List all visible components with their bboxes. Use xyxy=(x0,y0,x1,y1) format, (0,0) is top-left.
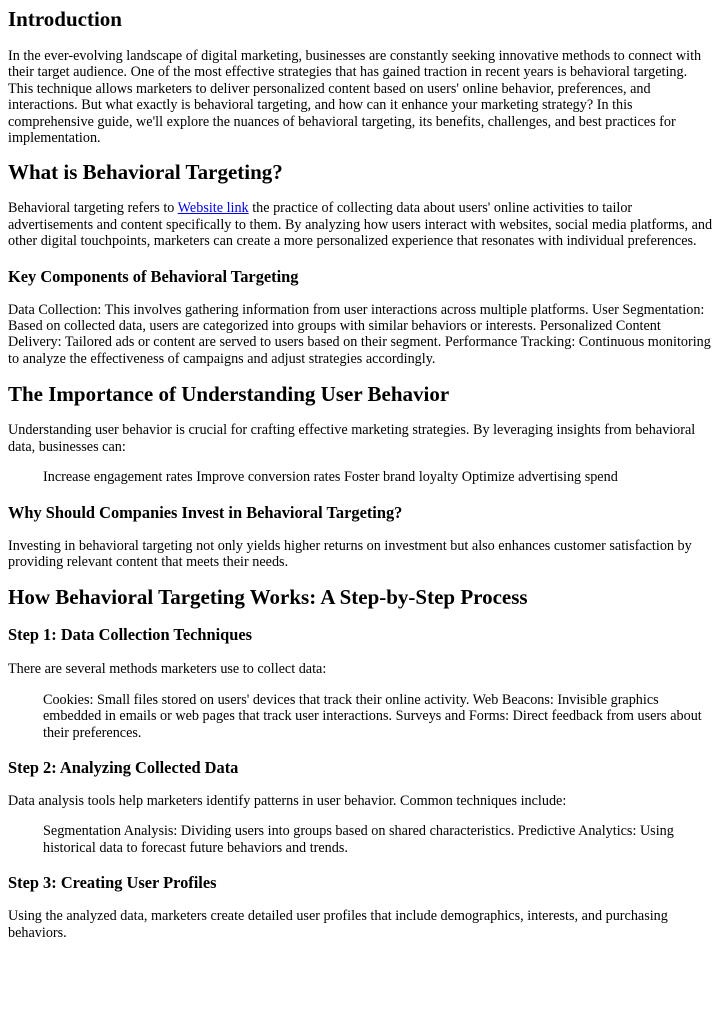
paragraph-introduction: In the ever-evolving landscape of digital marketing, businesses are constantly seeking innovative methods to connect with their target audience. One of the most effective strategies that has gained traction in recent years is behavioral targeting. This technique allows marketers to deliver personalized content based on users' online behavior, preferences, and interactions. But what exactly is behavioral targeting, and how can it enhance your marketing strategy? In this comprehensive guide, we'll explore the nuances of behavioral targeting, its benefits, challenges, and best practices for implementation. xyxy=(8,48,702,147)
paragraph-why-invest: Investing in behavioral targeting not only yields higher returns on investment but also enhances customer satisfaction by providing relevant content that meets their needs. xyxy=(8,537,692,570)
heading-step-2: Step 2: Analyzing Collected Data xyxy=(8,757,239,777)
website-link[interactable]: Website link xyxy=(177,200,249,217)
article xyxy=(0,7,720,941)
paragraph-step-2: Data analysis tools help marketers identify patterns in user behavior. Common techniques include: xyxy=(8,792,567,809)
quote-step-2-techniques: Segmentation Analysis: Dividing users into groups based on shared characteristics. Predictive Analytics: Using historical data to forecast future behaviors and trends. xyxy=(43,823,674,856)
heading-step-3: Step 3: Creating User Profiles xyxy=(8,873,217,893)
heading-key-components: Key Components of Behavioral Targeting xyxy=(8,266,299,286)
heading-importance: The Importance of Understanding User Behavior xyxy=(8,382,450,407)
paragraph-what-text-before: Behavioral targeting refers to xyxy=(8,200,178,217)
paragraph-what-is xyxy=(8,200,713,249)
heading-step-1: Step 1: Data Collection Techniques xyxy=(8,625,253,645)
heading-why-invest: Why Should Companies Invest in Behavioral Targeting? xyxy=(8,502,403,522)
paragraph-step-3: Using the analyzed data, marketers create detailed user profiles that include demographics, interests, and purchasing behaviors. xyxy=(8,908,668,941)
paragraph-what-text-after: the practice of collecting data about users' online activities to tailor advertisements and content specifically to them. By analyzing how users interact with websites, social media platforms, and other digital touchpoints, marketers can create a more personalized experience that resonates with individual preferences. xyxy=(8,200,713,250)
paragraph-step-1: There are several methods marketers use to collect data: xyxy=(8,661,327,678)
quote-step-1-methods: Cookies: Small files stored on users' devices that track their online activity. Web Beacons: Invisible graphics embedded in emails or web pages that track user interactions. Surveys and Forms: Direct feedback from users about their preferences. xyxy=(43,691,702,741)
paragraph-key-components: Data Collection: This involves gathering information from user interactions across multiple platforms. User Segmentation: Based on collected data, users are categorized into groups with similar behaviors or interests. Personalized Content Delivery: Tailored ads or content are served to users based on their segment. Performance Tracking: Continuous monitoring to analyze the effectiveness of campaigns and adjust strategies accordingly. xyxy=(8,301,711,367)
paragraph-importance: Understanding user behavior is crucial for crafting effective marketing strategies. By leveraging insights from behavioral data, businesses can: xyxy=(8,422,696,455)
heading-what-is-behavioral-targeting: What is Behavioral Targeting? xyxy=(8,160,283,185)
heading-how-it-works: How Behavioral Targeting Works: A Step-by-Step Process xyxy=(8,585,528,610)
heading-introduction: Introduction xyxy=(8,7,122,31)
quote-importance-list: Increase engagement rates Improve conversion rates Foster brand loyalty Optimize advertising spend xyxy=(43,469,618,486)
